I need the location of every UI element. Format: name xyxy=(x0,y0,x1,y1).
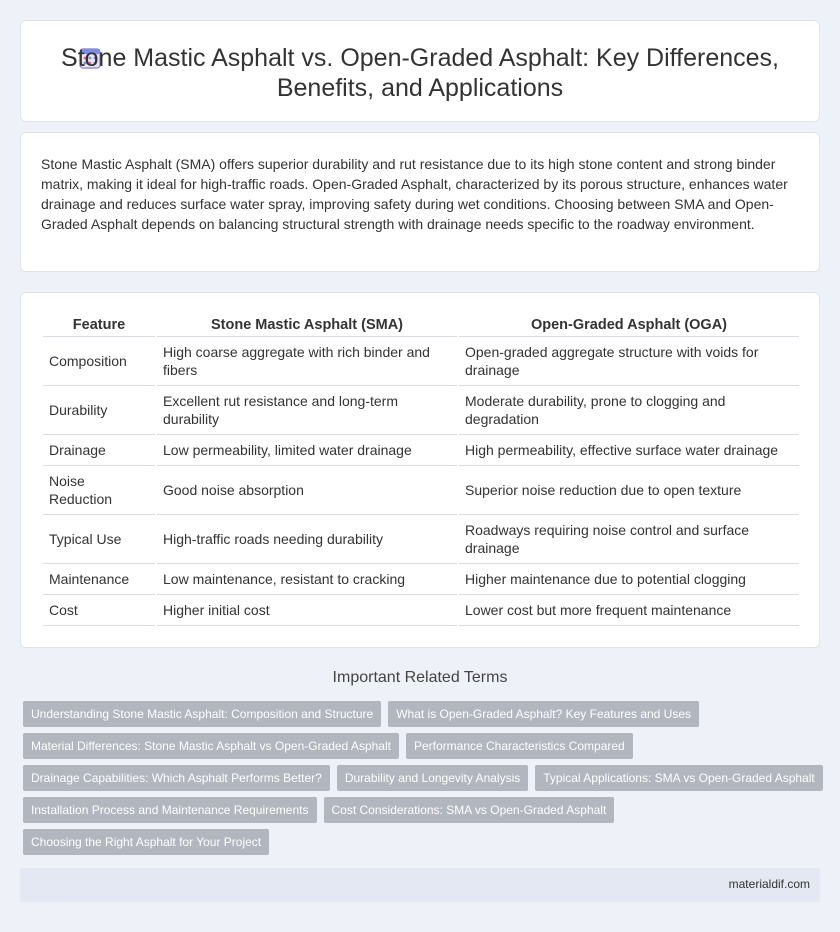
table-row xyxy=(43,386,799,435)
table-row xyxy=(43,337,799,386)
table-row xyxy=(43,564,799,595)
related-term-link[interactable]: Material Differences: Stone Mastic Asphalt vs Open-Graded Asphalt xyxy=(23,733,399,759)
row-oga-value: Higher maintenance due to potential clogging xyxy=(459,564,799,595)
page-title-line2: Benefits, and Applications xyxy=(276,74,564,102)
comparison-table xyxy=(41,313,801,626)
page-title xyxy=(21,43,819,103)
row-sma-value: High-traffic roads needing durability xyxy=(157,515,457,564)
footer xyxy=(20,868,820,902)
row-feature: Drainage xyxy=(43,435,155,466)
row-feature: Typical Use xyxy=(43,515,155,564)
row-sma-value: Low permeability, limited water drainage xyxy=(157,435,457,466)
table-header-row xyxy=(43,313,799,337)
table-row xyxy=(43,435,799,466)
table-row xyxy=(43,595,799,626)
comparison-card xyxy=(20,292,820,648)
row-oga-value: Superior noise reduction due to open texture xyxy=(459,466,799,515)
row-feature: Composition xyxy=(43,337,155,386)
footer-site-name: materialdif.com xyxy=(728,877,810,891)
table-row xyxy=(43,515,799,564)
table-row xyxy=(43,466,799,515)
column-header-feature: Feature xyxy=(43,313,155,337)
intro-card xyxy=(20,132,820,272)
row-sma-value: Excellent rut resistance and long-term durability xyxy=(157,386,457,435)
row-oga-value: Open-graded aggregate structure with voids for drainage xyxy=(459,337,799,386)
column-header-oga: Open-Graded Asphalt (OGA) xyxy=(459,313,799,337)
related-terms-list xyxy=(23,701,823,855)
row-oga-value: Lower cost but more frequent maintenance xyxy=(459,595,799,626)
related-term-link[interactable]: What is Open-Graded Asphalt? Key Features and Uses xyxy=(388,701,699,727)
row-sma-value: Higher initial cost xyxy=(157,595,457,626)
related-term-link[interactable]: Performance Characteristics Compared xyxy=(406,733,633,759)
related-term-link[interactable]: Cost Considerations: SMA vs Open-Graded Asphalt xyxy=(324,797,615,823)
row-feature: Cost xyxy=(43,595,155,626)
header-card xyxy=(20,20,820,122)
related-term-link[interactable]: Durability and Longevity Analysis xyxy=(337,765,528,791)
related-term-link[interactable]: Choosing the Right Asphalt for Your Project xyxy=(23,829,269,855)
related-term-link[interactable]: Drainage Capabilities: Which Asphalt Performs Better? xyxy=(23,765,330,791)
row-sma-value: Low maintenance, resistant to cracking xyxy=(157,564,457,595)
related-term-link[interactable]: Installation Process and Maintenance Requirements xyxy=(23,797,317,823)
row-oga-value: High permeability, effective surface water drainage xyxy=(459,435,799,466)
row-oga-value: Moderate durability, prone to clogging and degradation xyxy=(459,386,799,435)
related-terms-heading: Important Related Terms xyxy=(332,669,508,686)
row-sma-value: High coarse aggregate with rich binder and fibers xyxy=(157,337,457,386)
intro-paragraph: Stone Mastic Asphalt (SMA) offers superior durability and rut resistance due to its high stone content and strong binder matrix, making it ideal for high-traffic roads. Open-Graded Asphalt, characterized by its porous structure, enhances water drainage and reduces surface water spray, improving safety during wet conditions. Choosing between SMA and Open-Graded Asphalt depends on balancing structural strength with drainage needs specific to the roadway environment. xyxy=(41,156,788,232)
row-oga-value: Roadways requiring noise control and surface drainage xyxy=(459,515,799,564)
related-term-link[interactable]: Typical Applications: SMA vs Open-Graded Asphalt xyxy=(535,765,822,791)
page-title-line1: Stone Mastic Asphalt vs. Open-Graded Asphalt: Key Differences, xyxy=(61,44,779,72)
column-header-sma: Stone Mastic Asphalt (SMA) xyxy=(157,313,457,337)
row-feature: Maintenance xyxy=(43,564,155,595)
related-term-link[interactable]: Understanding Stone Mastic Asphalt: Composition and Structure xyxy=(23,701,381,727)
row-feature: Durability xyxy=(43,386,155,435)
row-sma-value: Good noise absorption xyxy=(157,466,457,515)
row-feature: Noise Reduction xyxy=(43,466,155,515)
